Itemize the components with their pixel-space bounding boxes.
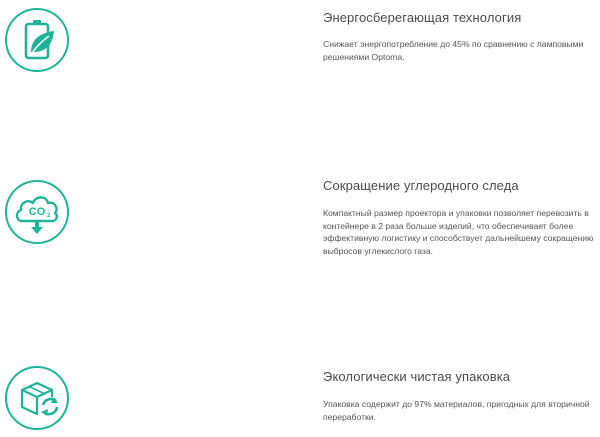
co2-cloud-icon xyxy=(4,179,70,245)
battery-leaf-icon xyxy=(4,7,70,73)
feature-description: Упаковка содержит до 97% материалов, пригодных для вторичной переработки. xyxy=(323,399,590,422)
recycle-box-icon xyxy=(4,365,70,431)
feature-title: Энергосберегающая технология xyxy=(323,10,522,25)
feature-title: Сокращение углеродного следа xyxy=(323,178,519,193)
svg-text:CO: CO xyxy=(28,206,46,218)
feature-title: Экологически чистая упаковка xyxy=(323,369,511,384)
feature-description: Компактный размер проектора и упаковки позволяет перевозить в контейнере в 2 раза больше изделий, что обеспечивает более эффективную логистику и способствует дальнейшему сокращению выбросов углекислого газа. xyxy=(323,208,594,256)
svg-text:2: 2 xyxy=(47,213,51,219)
feature-description: Снижает энергопотребление до 45% по сравнению с ламповыми решениями Optoma. xyxy=(323,39,584,62)
